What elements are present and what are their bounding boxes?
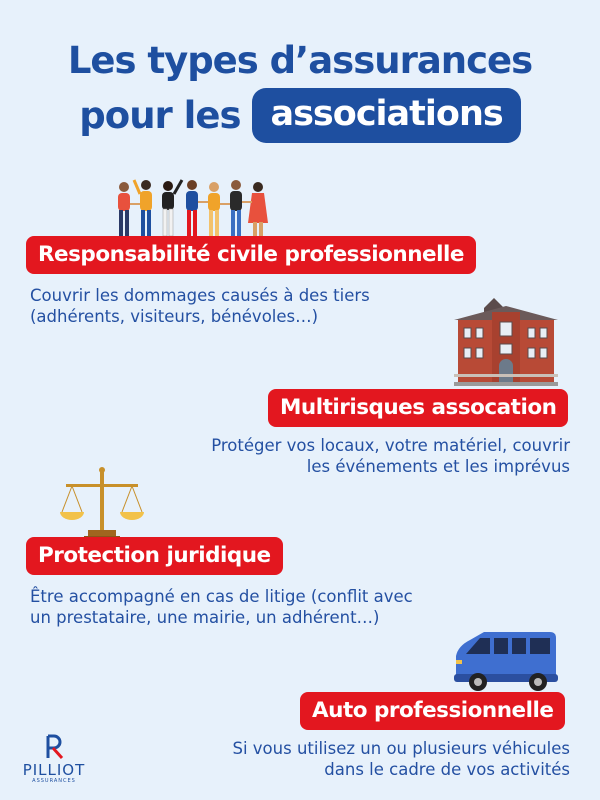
title-prefix: pour les [79, 94, 241, 137]
page-subtitle [0, 88, 600, 143]
desc-line: Être accompagné en cas de litige (conflit avec [30, 587, 413, 606]
desc-line: Si vous utilisez un ou plusieurs véhicules [232, 739, 570, 758]
logo-name: PILLIOT [22, 761, 86, 779]
label-protection-juridique: Protection juridique [26, 537, 283, 575]
desc-multirisques [211, 435, 570, 477]
label-responsabilite-civile: Responsabilité civile professionnelle [26, 236, 476, 274]
desc-line: Couvrir les dommages causés à des tiers [30, 286, 370, 305]
desc-auto-professionnelle [232, 738, 570, 780]
desc-line: Protéger vos locaux, votre matériel, couvrir [211, 436, 570, 455]
people-group-icon [112, 176, 284, 240]
label-multirisques: Multirisques assocation [268, 389, 568, 427]
title-highlight-pill: associations [252, 88, 520, 143]
label-auto-professionnelle: Auto professionnelle [300, 692, 565, 730]
desc-protection-juridique [30, 586, 413, 628]
desc-line: dans le cadre de vos activités [324, 760, 570, 779]
desc-line: les événements et les imprévus [306, 457, 570, 476]
scales-of-justice-icon [58, 464, 146, 542]
page-title: Les types d’assurances [67, 39, 533, 82]
desc-line: (adhérents, visiteurs, bénévoles…) [30, 307, 319, 326]
van-icon [452, 628, 562, 692]
logo-subtitle: ASSURANCES [32, 778, 76, 784]
building-icon [454, 298, 558, 386]
pilliot-logo [14, 734, 94, 784]
pilliot-logo-icon [42, 734, 66, 760]
desc-line: un prestataire, une mairie, un adhérent…) [30, 608, 380, 627]
desc-responsabilite-civile [30, 285, 370, 327]
